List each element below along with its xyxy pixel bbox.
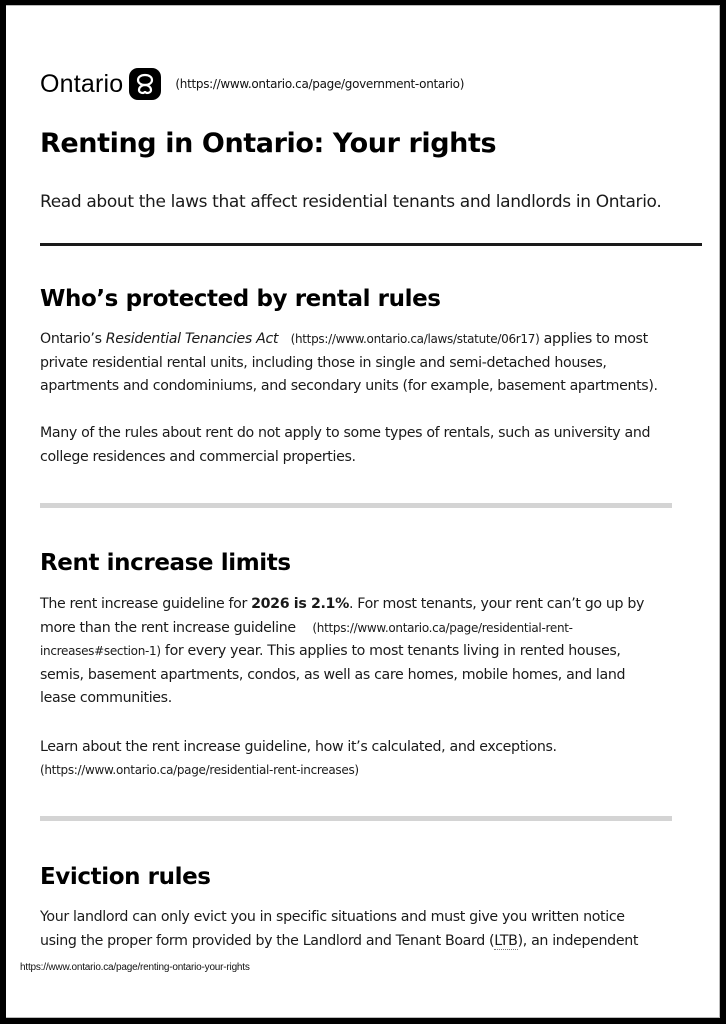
rent-increase-guideline-link[interactable]: more than the rent increase guideline — [40, 619, 296, 636]
page-lead: Read about the laws that affect residential tenants and landlords in Ontario. — [40, 192, 662, 212]
link-url-text: (https://www.ontario.ca/page/residential-rent-increases) — [40, 762, 359, 777]
section-paragraph: Many of the rules about rent do not apply to some types of rentals, such as university and college residences and commercial properties. — [40, 425, 651, 465]
logo-url-text: (https://www.ontario.ca/page/government-ontario) — [175, 77, 465, 91]
section-divider — [40, 503, 672, 508]
section-paragraph: Ontario’s Residential Tenancies Act (https://www.ontario.ca/laws/statute/06r17) applies to most private residential rental units, including those in single and semi-detached houses, apartments and condominiums, and secondary units (for example, basement apartments). — [40, 331, 658, 394]
site-header — [40, 67, 464, 101]
printed-page — [6, 5, 720, 1018]
trillium-icon — [129, 68, 161, 100]
ontario-wordmark: Ontario — [40, 69, 124, 98]
section-heading-rent-increase: Rent increase limits — [40, 550, 291, 576]
section-paragraph: The rent increase guideline for 2026 is 2.1%. For most tenants, your rent can’t go up by more than the rent increase guideline (https://www.ontario.ca/page/residential-rent- increases#section-1) for every year. This applies to most tenants living in rented houses, semis, basement apartments, condos, as well as care homes, mobile homes, and land lease communities. — [40, 596, 645, 706]
section-divider — [40, 816, 672, 821]
section-heading-whos-protected: Who’s protected by rental rules — [40, 286, 441, 312]
link-url-text: (https://www.ontario.ca/page/residential-rent- — [312, 620, 573, 635]
section-paragraph: Your landlord can only evict you in specific situations and must give you written notice using the proper form provided by the Landlord and Tenant Board (LTB), an independent — [40, 909, 639, 949]
ontario-logo-link[interactable] — [40, 68, 161, 100]
section-paragraph — [40, 736, 690, 780]
print-footer-url: https://www.ontario.ca/page/renting-ontario-your-rights — [20, 962, 250, 973]
link-url-text: (https://www.ontario.ca/laws/statute/06r17) — [290, 332, 540, 346]
link-url-text: increases#section-1) — [40, 644, 161, 658]
residential-tenancies-act-link[interactable]: Residential Tenancies Act — [105, 331, 279, 347]
page-title: Renting in Ontario: Your rights — [40, 128, 497, 159]
section-heading-eviction: Eviction rules — [40, 864, 211, 890]
learn-rent-increase-link[interactable]: Learn about the rent increase guideline, how it’s calculated, and exceptions. — [40, 739, 557, 755]
title-divider — [40, 243, 702, 246]
guideline-value: 2026 is 2.1% — [251, 596, 349, 612]
ltb-abbreviation[interactable]: LTB — [494, 932, 518, 949]
